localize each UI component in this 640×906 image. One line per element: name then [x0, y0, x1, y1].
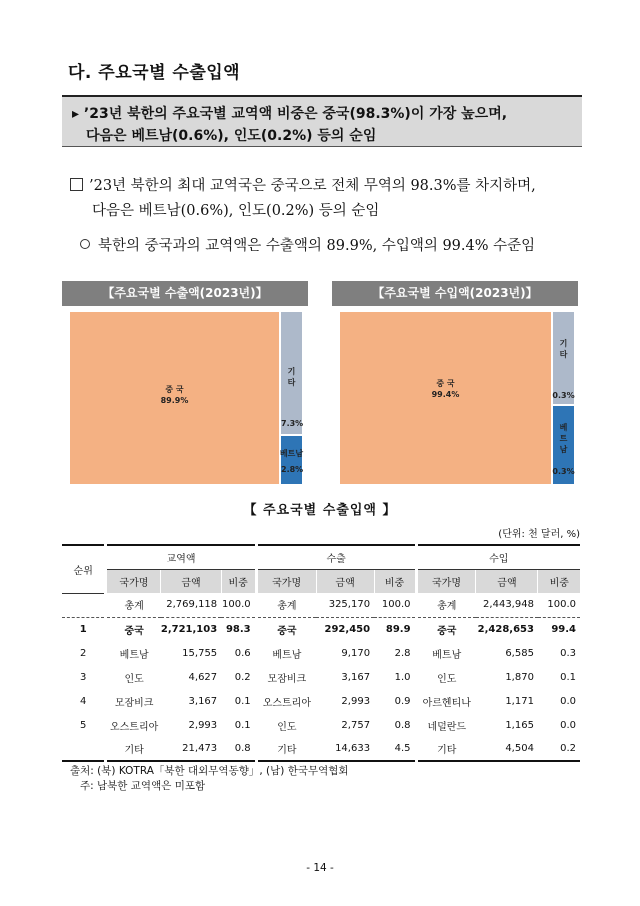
amount-cell: 14,633	[335, 743, 371, 754]
share-cell: 100.0	[222, 599, 251, 611]
subheader-amount: 금액	[476, 569, 538, 593]
table-row	[62, 641, 580, 665]
share-cell: 0.2	[234, 671, 251, 683]
country-cell: 중국	[256, 617, 316, 641]
share-cell: 0.6	[234, 647, 251, 659]
share-cell: 0.8	[394, 719, 411, 731]
amount-cell: 2,757	[341, 719, 371, 731]
import-treemap	[332, 306, 578, 486]
share-cell: 98.3	[225, 623, 251, 635]
treemap-label-vietnam-value: 2.8%	[281, 465, 304, 474]
treemap-label-vietnam-name: 베트남	[279, 449, 304, 458]
treemap-label-other-value: 0.3%	[552, 391, 575, 400]
table-row	[62, 665, 580, 689]
rank-cell: 1	[79, 623, 87, 635]
subheader-amount: 금액	[316, 569, 374, 593]
page-number: - 14 -	[306, 862, 334, 874]
table-title: 【 주요국별 수출입액 】	[243, 503, 397, 518]
country-cell: 인도	[416, 665, 476, 689]
treemap-rect-vietnam	[281, 436, 302, 484]
country-cell: 모잠비크	[256, 665, 316, 689]
bullet-paragraph-1	[70, 174, 590, 224]
amount-cell: 2,428,653	[477, 623, 534, 635]
amount-cell: 15,755	[182, 647, 218, 659]
import-chart-title: 【주요국별 수입액(2023년)】	[332, 281, 578, 306]
share-cell: 1.0	[394, 671, 411, 683]
footnote-line: 주: 남북한 교역액은 미포함	[80, 780, 206, 792]
rank-cell: 4	[80, 695, 87, 707]
table-row	[62, 737, 580, 761]
country-cell: 모잠비크	[106, 689, 161, 713]
share-cell: 0.0	[560, 695, 576, 707]
subheader-country: 국가명	[106, 569, 161, 593]
subheader-amount: 금액	[161, 569, 221, 593]
share-cell: 0.1	[560, 671, 576, 683]
amount-cell: 2,443,948	[483, 599, 534, 611]
treemap-label-china: 중 국 99.4%	[431, 379, 460, 399]
treemap-label-china: 중 국 89.9%	[160, 385, 189, 405]
country-cell: 총계	[416, 593, 476, 617]
bullet2-text: 북한의 중국과의 교역액은 수출액의 89.9%, 수입액의 99.4% 수준임	[98, 238, 536, 254]
table-row	[62, 617, 580, 641]
country-cell: 베트남	[416, 641, 476, 665]
country-cell: 인도	[106, 665, 161, 689]
amount-cell: 1,165	[505, 719, 534, 731]
subheader-share: 비중	[538, 569, 580, 593]
amount-cell: 3,167	[188, 695, 218, 707]
amount-cell: 1,171	[505, 695, 534, 707]
share-cell: 2.8	[394, 647, 411, 659]
rank-cell: 5	[80, 719, 87, 731]
circle-bullet-icon	[80, 239, 90, 249]
rank-header: 순위	[62, 545, 106, 593]
treemap-label-other-name: 기 타	[559, 339, 568, 359]
checkbox-square-icon	[70, 178, 83, 191]
table-row	[62, 593, 580, 617]
summary-line-1: ▸ ’23년 북한의 주요국별 교역액 비중은 중국(98.3%)이 가장 높으며,	[72, 106, 508, 122]
share-cell: 0.0	[560, 719, 576, 731]
amount-cell: 9,170	[341, 647, 371, 659]
amount-cell: 2,769,118	[166, 599, 218, 611]
source-note	[70, 764, 349, 794]
bullet-paragraph-2	[80, 234, 535, 255]
country-cell: 중국	[106, 617, 161, 641]
share-cell: 0.1	[234, 719, 251, 731]
subheader-country: 국가명	[256, 569, 316, 593]
group-header-trade: 교역액	[106, 545, 256, 569]
share-cell: 4.5	[394, 743, 411, 754]
country-cell: 기타	[416, 737, 476, 761]
share-cell: 99.4	[551, 623, 576, 635]
rank-cell	[62, 737, 106, 761]
amount-cell: 4,627	[188, 671, 218, 683]
country-cell: 베트남	[106, 641, 161, 665]
country-cell: 오스트리아	[256, 689, 316, 713]
treemap-label-vietnam-name: 베 트 남	[559, 423, 568, 454]
country-cell: 아르헨티나	[416, 689, 476, 713]
country-cell: 인도	[256, 713, 316, 737]
table-row	[62, 689, 580, 713]
amount-cell: 4,504	[505, 743, 534, 754]
country-cell: 네덜란드	[416, 713, 476, 737]
country-cell: 총계	[256, 593, 316, 617]
group-header-import: 수입	[416, 545, 580, 569]
amount-cell: 6,585	[505, 647, 534, 659]
country-cell: 총계	[106, 593, 161, 617]
export-chart-title: 【주요국별 수출액(2023년)】	[62, 281, 308, 306]
source-line: 출처: (북) KOTRA「북한 대외무역동향」, (남) 한국무역협회	[70, 765, 349, 777]
subheader-country: 국가명	[416, 569, 476, 593]
table-row	[62, 713, 580, 737]
amount-cell: 292,450	[324, 623, 371, 635]
group-header-export: 수출	[256, 545, 416, 569]
subheader-share: 비중	[374, 569, 416, 593]
treemap-label-other-value: 7.3%	[281, 419, 304, 428]
unit-label: (단위: 천 달러, %)	[498, 529, 580, 540]
share-cell: 0.8	[234, 743, 251, 754]
share-cell: 100.0	[381, 599, 411, 611]
bullet1-line-2: 다음은 베트남(0.6%), 인도(0.2%) 등의 순임	[92, 203, 380, 219]
country-cell: 중국	[416, 617, 476, 641]
share-cell: 0.3	[560, 647, 576, 659]
amount-cell: 2,721,103	[160, 623, 218, 635]
country-cell: 베트남	[256, 641, 316, 665]
summary-line-2: 다음은 베트남(0.6%), 인도(0.2%) 등의 순임	[86, 128, 377, 144]
amount-cell: 1,870	[505, 671, 534, 683]
country-cell: 기타	[106, 737, 161, 761]
share-cell: 89.9	[385, 623, 411, 635]
share-cell: 0.9	[394, 695, 411, 707]
amount-cell: 21,473	[182, 743, 218, 754]
share-cell: 0.2	[560, 743, 576, 754]
treemap-label-vietnam-value: 0.3%	[552, 467, 575, 476]
trade-table	[62, 544, 580, 762]
rank-cell: 3	[80, 671, 87, 683]
share-cell: 0.1	[234, 695, 251, 707]
amount-cell: 325,170	[328, 599, 371, 611]
amount-cell: 2,993	[188, 719, 218, 731]
country-cell: 오스트리아	[106, 713, 161, 737]
amount-cell: 3,167	[341, 671, 371, 683]
share-cell: 100.0	[547, 599, 576, 611]
rank-cell	[62, 593, 106, 617]
treemap-label-other-name: 기 타	[287, 367, 296, 387]
country-cell: 기타	[256, 737, 316, 761]
section-title: 다. 주요국별 수출입액	[68, 63, 241, 83]
subheader-share: 비중	[221, 569, 256, 593]
export-treemap	[62, 306, 308, 486]
rank-cell: 2	[80, 647, 87, 659]
bullet1-line-1: ’23년 북한의 최대 교역국은 중국으로 전체 무역의 98.3%를 차지하며,	[89, 178, 536, 194]
amount-cell: 2,993	[341, 695, 371, 707]
summary-box	[62, 95, 582, 147]
